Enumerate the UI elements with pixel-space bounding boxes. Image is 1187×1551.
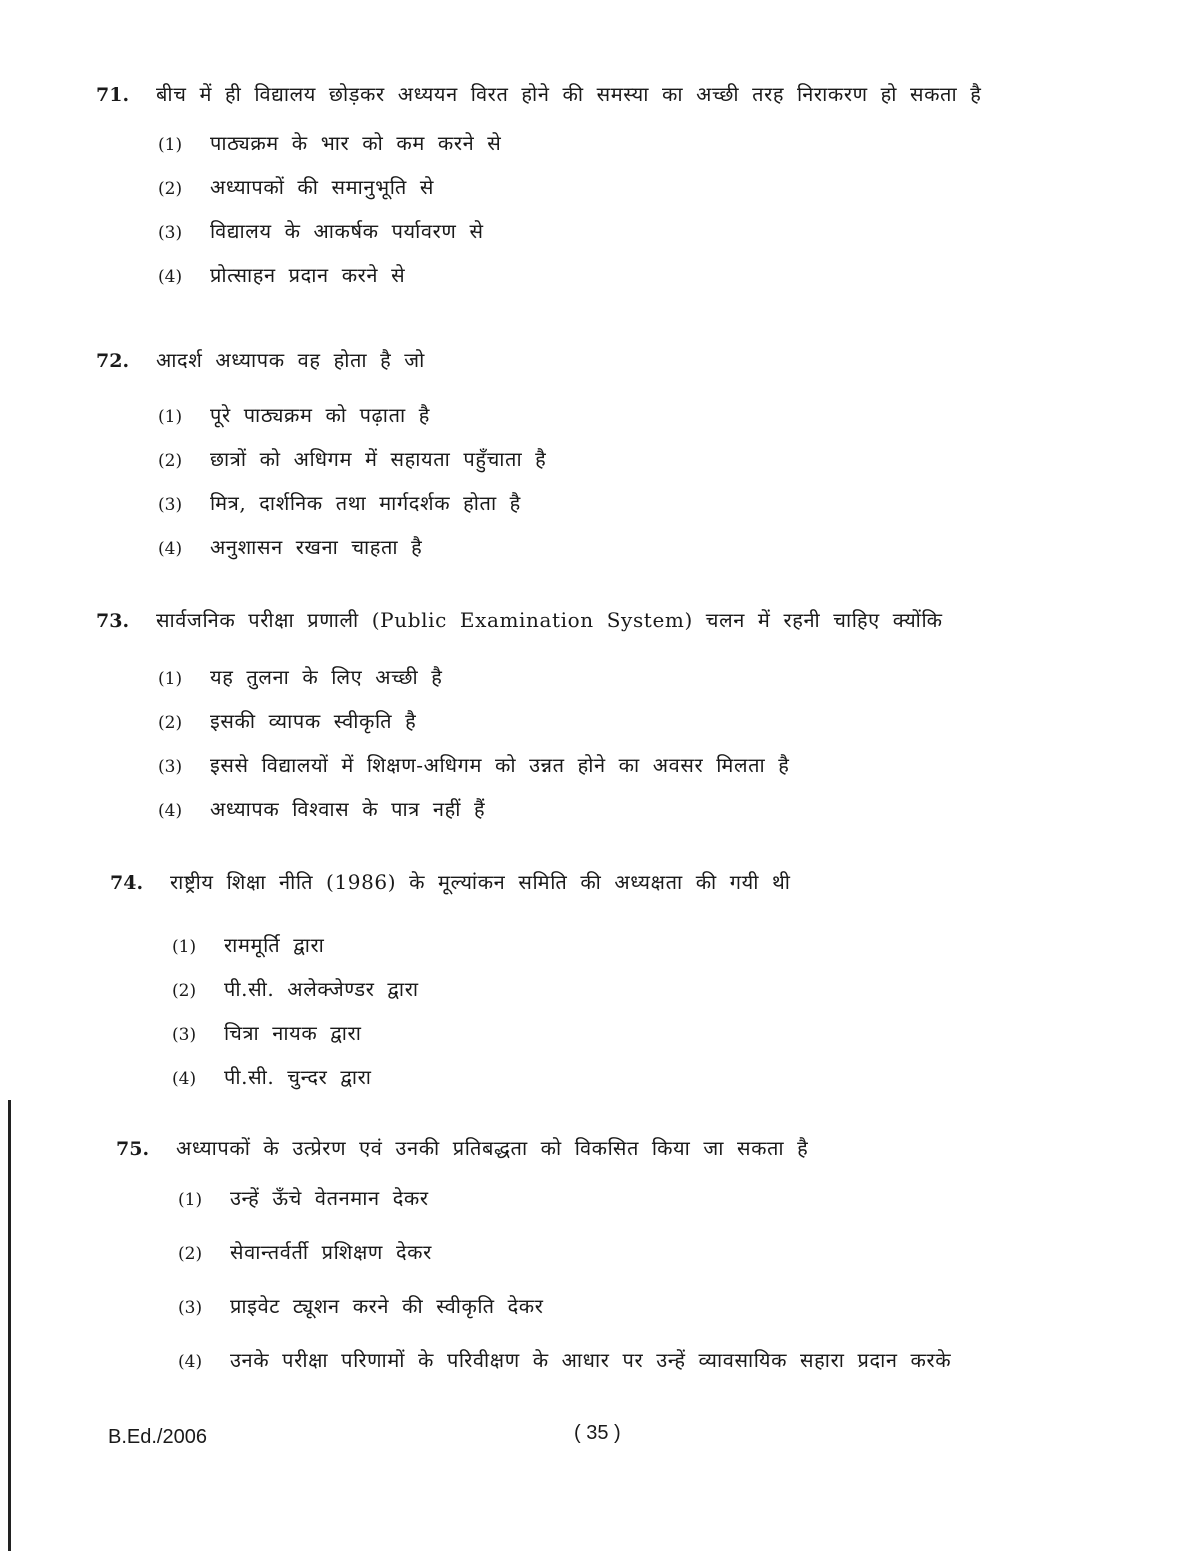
question-text: सार्वजनिक परीक्षा प्रणाली (Public Examination System) चलन में रहनी चाहिए क्योंकि: [156, 608, 943, 632]
option-2: [172, 967, 1090, 1011]
option-text: छात्रों को अधिगम में सहायता पहुँचाता है: [210, 447, 547, 471]
option-number: (2): [172, 981, 197, 1001]
question-73: [96, 606, 1076, 831]
question-text: आदर्श अध्यापक वह होता है जो: [156, 348, 425, 372]
option-text: सेवान्तर्वर्ती प्रशिक्षण देकर: [230, 1240, 432, 1264]
option-text: उन्हें ऊँचे वेतनमान देकर: [230, 1186, 429, 1210]
option-text: पाठ्यक्रम के भार को कम करने से: [210, 131, 502, 155]
question-header: [96, 606, 1076, 633]
option-4: [172, 1055, 1090, 1099]
question-74: [110, 868, 1090, 1099]
option-3: [172, 1011, 1090, 1055]
options-list: [158, 655, 1076, 831]
option-number: (2): [178, 1244, 203, 1264]
option-number: (1): [158, 669, 183, 689]
scan-margin-line: [8, 1100, 11, 1551]
option-text: पूरे पाठ्यक्रम को पढ़ाता है: [210, 403, 430, 427]
question-75: [116, 1134, 1096, 1387]
question-header: [96, 346, 1076, 373]
options-list: [158, 121, 1076, 297]
option-number: (4): [158, 267, 183, 287]
question-text: बीच में ही विद्यालय छोड़कर अध्ययन विरत होने की समस्या का अच्छी तरह निराकरण हो सकता है: [156, 82, 982, 106]
question-header: [116, 1134, 1096, 1161]
question-71: [96, 80, 1076, 297]
option-number: (4): [158, 801, 183, 821]
option-1: [158, 655, 1076, 699]
option-number: (3): [178, 1298, 203, 1318]
option-number: (2): [158, 179, 183, 199]
option-text: मित्र, दार्शनिक तथा मार्गदर्शक होता है: [210, 491, 521, 515]
option-text: विद्यालय के आकर्षक पर्यावरण से: [210, 219, 484, 243]
option-3: [158, 209, 1076, 253]
question-header: [110, 868, 1090, 895]
option-number: (1): [172, 937, 197, 957]
question-number: 71.: [96, 84, 130, 106]
option-3: [158, 743, 1076, 787]
option-text: प्रोत्साहन प्रदान करने से: [210, 263, 406, 287]
option-4: [178, 1333, 1096, 1387]
question-72: [96, 346, 1076, 569]
option-1: [158, 121, 1076, 165]
option-4: [158, 787, 1076, 831]
option-text: उनके परीक्षा परिणामों के परिवीक्षण के आधार पर उन्हें व्यावसायिक सहारा प्रदान करके: [230, 1348, 952, 1372]
option-1: [178, 1171, 1096, 1225]
page-number: ( 35 ): [574, 1422, 621, 1444]
question-number: 73.: [96, 610, 130, 632]
option-2: [158, 165, 1076, 209]
option-number: (4): [172, 1069, 197, 1089]
exam-code: B.Ed./2006: [108, 1426, 207, 1448]
option-text: यह तुलना के लिए अच्छी है: [210, 665, 443, 689]
option-number: (1): [158, 407, 183, 427]
option-number: (2): [158, 451, 183, 471]
option-number: (2): [158, 713, 183, 733]
option-number: (3): [158, 223, 183, 243]
question-header: [96, 80, 1076, 107]
option-1: [172, 923, 1090, 967]
option-text: चित्रा नायक द्वारा: [224, 1021, 362, 1045]
option-3: [178, 1279, 1096, 1333]
option-number: (4): [178, 1352, 203, 1372]
option-text: पी.सी. चुन्दर द्वारा: [224, 1065, 372, 1089]
option-2: [158, 437, 1076, 481]
option-number: (3): [158, 757, 183, 777]
option-text: अनुशासन रखना चाहता है: [210, 535, 423, 559]
options-list: [178, 1171, 1096, 1387]
option-2: [158, 699, 1076, 743]
option-number: (3): [172, 1025, 197, 1045]
question-text: राष्ट्रीय शिक्षा नीति (1986) के मूल्यांकन समिति की अध्यक्षता की गयी थी: [170, 870, 791, 894]
option-text: अध्यापकों की समानुभूति से: [210, 175, 435, 199]
options-list: [172, 923, 1090, 1099]
option-text: इसकी व्यापक स्वीकृति है: [210, 709, 417, 733]
option-number: (1): [158, 135, 183, 155]
option-text: पी.सी. अलेक्जेण्डर द्वारा: [224, 977, 419, 1001]
question-number: 74.: [110, 872, 144, 894]
option-1: [158, 393, 1076, 437]
option-4: [158, 525, 1076, 569]
option-number: (1): [178, 1190, 203, 1210]
option-4: [158, 253, 1076, 297]
option-3: [158, 481, 1076, 525]
question-number: 72.: [96, 350, 130, 372]
option-2: [178, 1225, 1096, 1279]
question-text: अध्यापकों के उत्प्रेरण एवं उनकी प्रतिबद्धता को विकसित किया जा सकता है: [176, 1136, 809, 1160]
option-number: (3): [158, 495, 183, 515]
option-number: (4): [158, 539, 183, 559]
options-list: [158, 393, 1076, 569]
option-text: प्राइवेट ट्यूशन करने की स्वीकृति देकर: [230, 1294, 544, 1318]
question-number: 75.: [116, 1138, 150, 1160]
option-text: इससे विद्यालयों में शिक्षण-अधिगम को उन्नत होने का अवसर मिलता है: [210, 753, 790, 777]
option-text: राममूर्ति द्वारा: [224, 933, 325, 957]
option-text: अध्यापक विश्वास के पात्र नहीं हैं: [210, 797, 486, 821]
